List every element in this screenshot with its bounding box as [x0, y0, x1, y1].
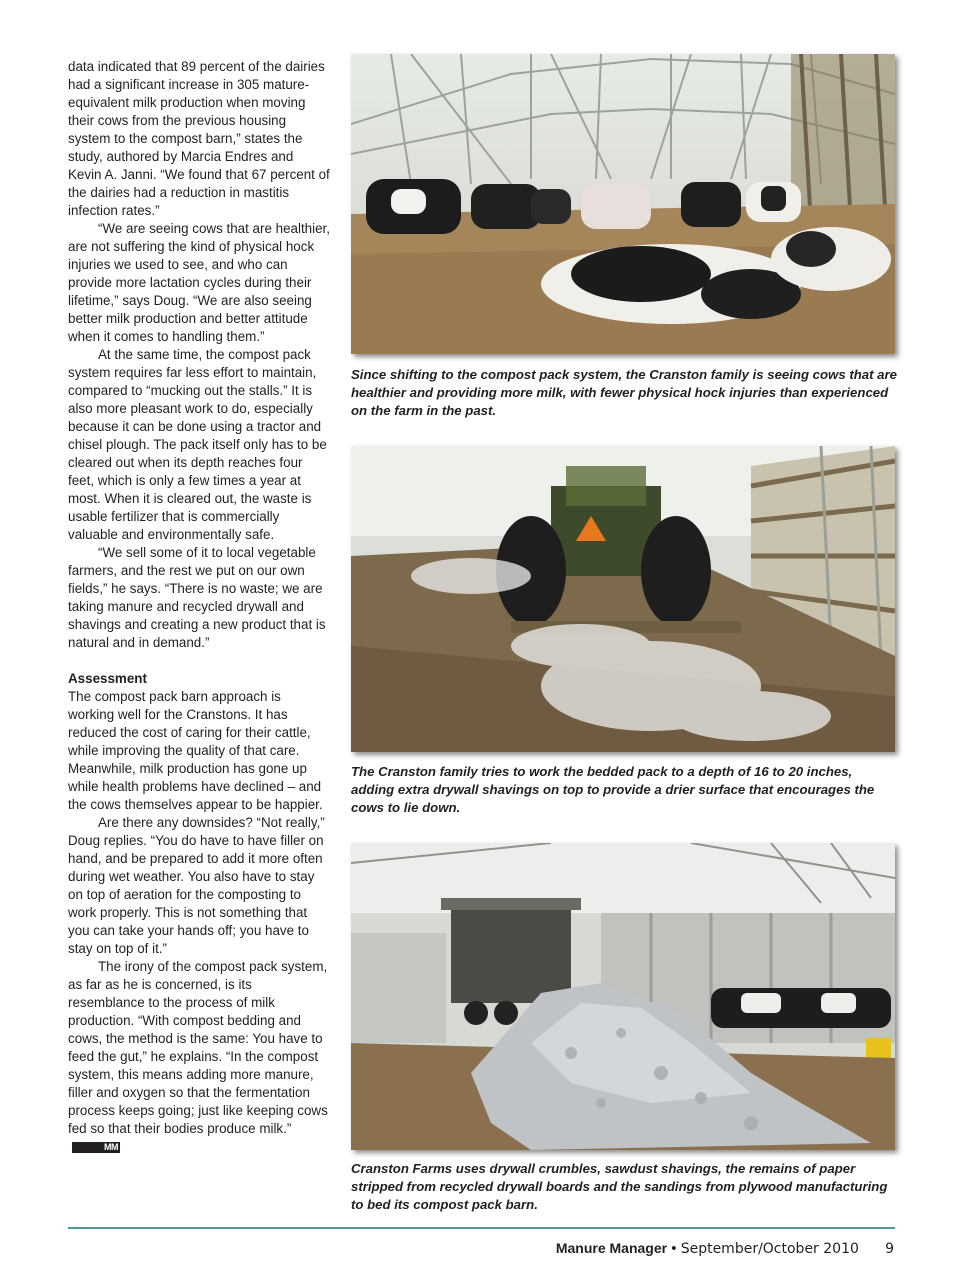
photo-drywall-pile: [351, 843, 895, 1150]
issue-date: September/October 2010: [680, 1241, 859, 1257]
photo-tractor: [351, 446, 895, 752]
drywall-bedding-pile-photo-icon: [351, 843, 895, 1150]
page-footer: [556, 1240, 894, 1257]
paragraph: Are there any downsides? “Not really,” Doug replies. “You do have to have filler on hand, and be prepared to add it more often during wet weather. You also have to stay on top of aeration for the composting to work properly. This is not something that you can take your hands off; you have to stay on top of it.”: [68, 815, 325, 956]
paragraph: At the same time, the compost pack system requires far less effort to maintain, compared to “mucking out the stalls.” It is also more pleasant work to do, especially because it can be done using a tractor and chisel plough. The pack itself only has to be cleared out when its depth reaches four feet, which is only a few times a year at most. When it is cleared out, the waste is usable fertilizer that is commercially valuable and environmentally safe.: [68, 347, 327, 542]
footer-rule: [68, 1227, 895, 1229]
section-heading: Assessment: [68, 671, 147, 686]
photo-caption: Cranston Farms uses drywall crumbles, sawdust shavings, the remains of paper stripped from recycled drywall boards and the sandings from plywood manufacturing to bed its compost pack barn.: [351, 1161, 888, 1212]
cows-in-barn-photo-icon: [351, 54, 895, 354]
paragraph: The compost pack barn approach is working well for the Cranstons. It has reduced the cost of caring for their cattle, while improving the quality of that care. Meanwhile, milk production has gone up while health problems have declined – and the cows themselves appear to be happier.: [68, 689, 323, 812]
paragraph-text: The irony of the compost pack system, as far as he is concerned, is its resemblance to the process of milk production. “With compost bedding and cows, the method is the same: You have to feed the gut,” he explains. “In the compost system, this means adding more manure, filler and oxygen so that the fermentation process keeps going; just like keeping cows fed so that their bodies produce milk.”: [68, 959, 328, 1136]
photo-caption: The Cranston family tries to work the bedded pack to a depth of 16 to 20 inches, adding extra drywall shavings on top to provide a drier surface that encourages the cows to lie down.: [351, 764, 875, 815]
end-mark-icon: MM: [72, 1142, 120, 1153]
footer-separator: •: [671, 1240, 677, 1257]
page-number: 9: [885, 1241, 894, 1257]
paragraph: data indicated that 89 percent of the dairies had a significant increase in 305 mature-equivalent milk production when moving their cows from the previous housing system to the compost barn,” states the study, authored by Marcia Endres and Kevin A. Janni. “We found that 67 percent of the dairies had a reduction in mastitis infection rates.”: [68, 59, 330, 218]
publication-name: Manure Manager: [555, 1240, 668, 1256]
paragraph: “We are seeing cows that are healthier, are not suffering the kind of physical hock injuries we used to see, and who can provide more lactation cycles during their lifetime,” says Doug. “We are also seeing better milk production and better attitude when it comes to handling them.”: [68, 221, 330, 344]
paragraph: [68, 958, 330, 1156]
article-body: [68, 58, 330, 1156]
tractor-working-pack-photo-icon: [351, 446, 895, 752]
photo-cows-in-barn: [351, 54, 895, 354]
paragraph: “We sell some of it to local vegetable farmers, and the rest we put on our own fields,” he says. “There is no waste; we are taking manure and recycled drywall and shavings and creating a new product that is natural and in demand.”: [68, 545, 326, 650]
photo-caption: Since shifting to the compost pack system, the Cranston family is seeing cows that are healthier and providing more milk, with fewer physical hock injuries than experienced on the farm in the past.: [351, 367, 897, 418]
